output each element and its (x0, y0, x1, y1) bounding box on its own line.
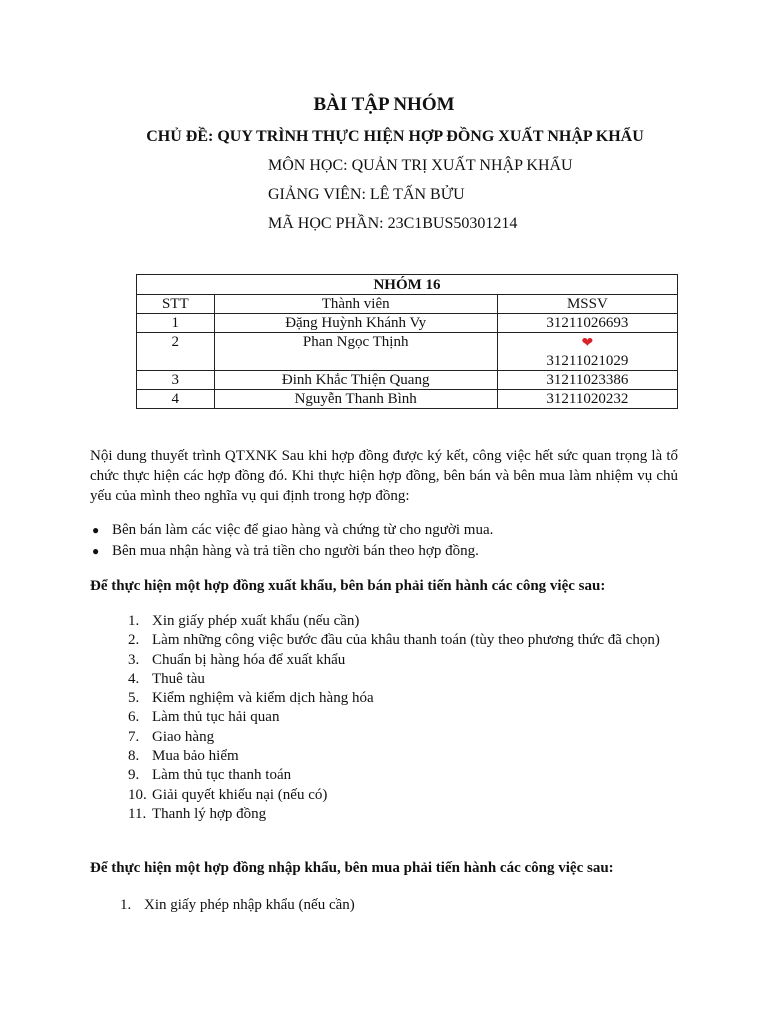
list-item (90, 520, 493, 541)
document-title: BÀI TẬP NHÓM (313, 94, 455, 115)
table-row (137, 371, 678, 390)
table-header-row (137, 295, 678, 314)
export-steps-list (128, 612, 678, 824)
step-number: 10. (128, 786, 147, 803)
list-item (120, 896, 670, 915)
step-text: Làm thủ tục thanh toán (152, 767, 292, 784)
list-item (128, 612, 678, 631)
step-number: 9. (128, 767, 140, 784)
step-text: Mua bảo hiểm (152, 748, 239, 765)
document-subject: CHỦ ĐỀ: QUY TRÌNH THỰC HIỆN HỢP ĐỒNG XUẤT NHẬP KHẨU (146, 128, 644, 145)
step-text: Giải quyết khiếu nại (nếu có) (152, 786, 328, 803)
row-stt: 4 (137, 390, 215, 409)
export-heading: Để thực hiện một hợp đồng xuất khẩu, bên bán phải tiến hành các công việc sau: (90, 578, 606, 594)
row-mssv-cell (497, 333, 677, 371)
bullet-icon: ● (92, 544, 100, 558)
list-item (128, 786, 678, 805)
step-number: 7. (128, 728, 140, 745)
obligations-bullet-list (90, 520, 493, 562)
list-item (128, 805, 678, 824)
list-item (128, 689, 678, 708)
list-item (128, 670, 678, 689)
row-member-name: Đặng Huỳnh Khánh Vy (214, 314, 497, 333)
list-item (90, 541, 493, 562)
table-row (137, 390, 678, 409)
step-number: 11. (128, 805, 147, 822)
step-text: Chuẩn bị hàng hóa để xuất khẩu (152, 651, 346, 668)
list-item (128, 631, 678, 650)
table-caption-row (137, 275, 678, 295)
heart-icon: ❤ (581, 336, 594, 351)
row-mssv: 31211021029 (546, 353, 629, 369)
step-text: Giao hàng (152, 728, 215, 745)
step-text: Làm thủ tục hải quan (152, 709, 280, 726)
step-number: 1. (128, 613, 140, 629)
row-stt: 3 (137, 371, 215, 390)
import-steps-list (120, 896, 670, 915)
list-item (128, 766, 678, 785)
list-item (128, 708, 678, 727)
column-header-stt: STT (137, 295, 215, 314)
step-text: Làm những công việc bước đầu của khâu thanh toán (tùy theo phương thức đã chọn) (152, 632, 660, 649)
step-number: 2. (128, 632, 140, 649)
table-caption: NHÓM 16 (137, 275, 678, 295)
step-number: 5. (128, 690, 140, 707)
column-header-mssv: MSSV (497, 295, 677, 314)
step-text: Kiểm nghiệm và kiểm dịch hàng hóa (152, 690, 374, 707)
list-item (128, 728, 678, 747)
table-row (137, 314, 678, 333)
step-text: Xin giấy phép nhập khẩu (nếu cần) (144, 897, 355, 913)
course-code: MÃ HỌC PHẦN: 23C1BUS50301214 (268, 215, 518, 232)
row-stt: 2 (137, 333, 215, 371)
intro-paragraph: Nội dung thuyết trình QTXNK Sau khi hợp đồng được ký kết, công việc hết sức quan trọng là tổ chức thực hiện các hợp đồng đó. Khi thực hiện hợp đồng, bên bán và bên mua làm nhiệm vụ chủ yếu của mình theo nghĩa vụ qui định trong hợp đồng: (90, 448, 678, 504)
row-member-name: Đinh Khắc Thiện Quang (214, 371, 497, 390)
bullet-text: Bên mua nhận hàng và trả tiền cho người bán theo hợp đồng. (112, 543, 479, 559)
bullet-icon: ● (92, 523, 100, 537)
row-member-name: Nguyễn Thanh Bình (214, 390, 497, 409)
step-number: 8. (128, 748, 140, 765)
row-stt: 1 (137, 314, 215, 333)
list-item (128, 651, 678, 670)
bullet-text: Bên bán làm các việc để giao hàng và chứng từ cho người mua. (112, 522, 494, 538)
step-text: Thanh lý hợp đồng (152, 805, 267, 822)
row-mssv: 31211020232 (497, 390, 677, 409)
lecturer-name: GIẢNG VIÊN: LÊ TẤN BỬU (268, 186, 465, 203)
list-item (128, 747, 678, 766)
step-text: Xin giấy phép xuất khẩu (nếu cần) (152, 613, 360, 629)
table-row (137, 333, 678, 371)
group-members-table (136, 274, 678, 409)
course-name: MÔN HỌC: QUẢN TRỊ XUẤT NHẬP KHẨU (268, 157, 573, 174)
step-number: 6. (128, 709, 140, 726)
step-number: 1. (120, 897, 132, 913)
row-mssv: 31211026693 (497, 314, 677, 333)
step-text: Thuê tàu (152, 670, 205, 687)
column-header-member: Thành viên (214, 295, 497, 314)
row-mssv: 31211023386 (497, 371, 677, 390)
import-heading: Để thực hiện một hợp đồng nhập khẩu, bên mua phải tiến hành các công việc sau: (90, 860, 614, 876)
step-number: 4. (128, 670, 140, 687)
step-number: 3. (128, 651, 140, 668)
row-member-name: Phan Ngọc Thịnh (214, 333, 497, 371)
